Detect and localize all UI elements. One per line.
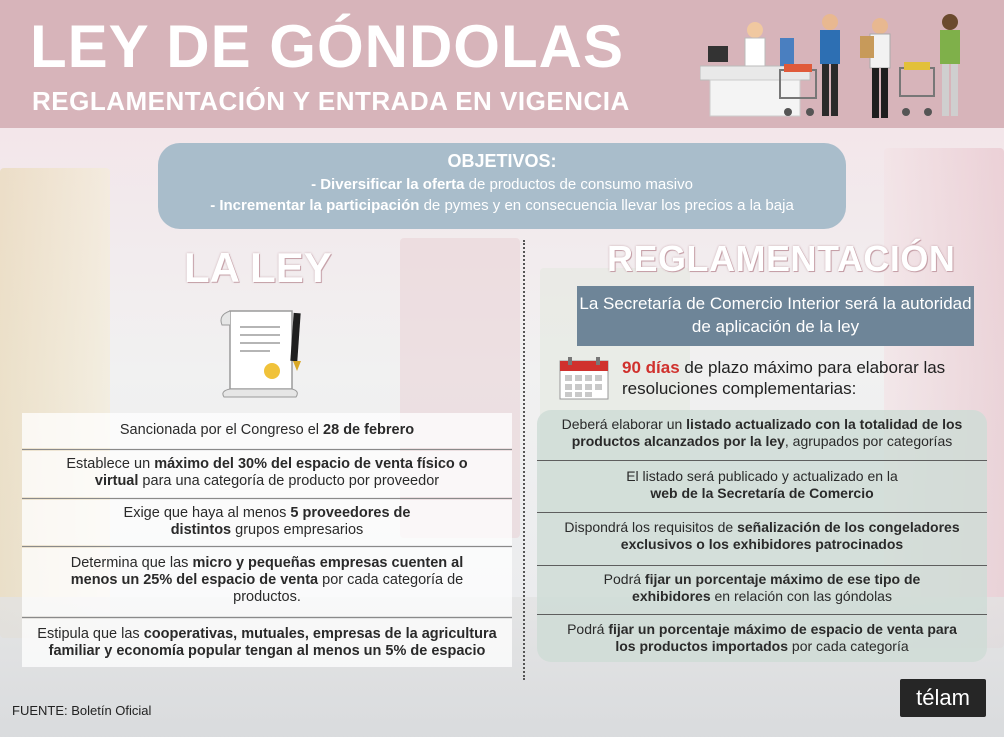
ley-item-5-text: Estipula que las <box>37 626 144 642</box>
reg-item-5-bold: fijar un porcentaje máximo de espacio de venta para los productos importados <box>608 621 957 654</box>
ley-separator-1 <box>22 449 512 450</box>
ley-item-1 <box>22 413 512 448</box>
ley-item-1-text: Sancionada por el Congreso el <box>119 422 324 438</box>
header-banner <box>0 0 1004 128</box>
reg-item-2 <box>537 468 987 502</box>
ley-item-2-text: Establece un <box>66 456 155 472</box>
plazo-text <box>622 357 982 399</box>
authority-box: La Secretaría de Comercio Interior será la autoridad de aplicación de la ley <box>577 286 974 346</box>
ley-item-2-bold: máximo del 30% del espacio de venta físico o virtual <box>94 456 468 489</box>
ley-separator-3 <box>22 546 512 547</box>
reg-item-1-bold: listado actualizado con la totalidad de los productos alcanzados por la ley <box>571 416 963 449</box>
ley-item-1-bold: 28 de febrero <box>323 422 415 438</box>
objective-1-text: de productos de consumo masivo <box>464 176 693 193</box>
ley-item-3-text: Exige que haya al menos <box>123 505 291 521</box>
ley-item-4-text: Determina que las <box>70 555 193 571</box>
reg-item-1 <box>537 416 987 450</box>
reg-separator-1 <box>537 460 987 461</box>
reg-item-2-text: El listado será publicado y actualizado en la <box>626 468 898 484</box>
reg-item-3-bold: señalización de los congeladores exclusivos o los exhibidores patrocinados <box>620 519 960 552</box>
ley-section-title: LA LEY <box>184 244 332 291</box>
ley-item-3-bold: 5 proveedores de distintos <box>170 505 411 538</box>
reg-item-5-text-end: por cada categoría <box>788 638 909 654</box>
ley-item-3 <box>22 500 512 545</box>
reg-item-4-text: Podrá <box>603 571 645 587</box>
document-pen-icon <box>210 303 310 398</box>
reg-item-4-text-end: en relación con las góndolas <box>710 588 892 604</box>
reg-item-5 <box>537 621 987 655</box>
ley-item-2-text-end: para una categoría de producto por proveedor <box>138 473 440 489</box>
ley-item-2 <box>22 451 512 497</box>
ley-item-5 <box>22 619 512 667</box>
reg-separator-3 <box>537 565 987 566</box>
objectives-title: OBJETIVOS: <box>447 151 557 171</box>
objective-2-bold: - Incrementar la participación <box>210 197 420 214</box>
reg-separator-4 <box>537 614 987 615</box>
reg-item-2-bold: web de la Secretaría de Comercio <box>650 485 874 501</box>
ley-item-5-bold: cooperativas, mutuales, empresas de la agricultura familiar y economía popular tengan al menos un 5% de espacio <box>48 626 497 659</box>
reglamentacion-section-title: REGLAMENTACIÓN <box>607 238 956 279</box>
objectives-box <box>158 143 846 229</box>
ley-separator-2 <box>22 498 512 499</box>
reg-item-4-bold: fijar un porcentaje máximo de ese tipo de exhibidores <box>632 571 921 604</box>
reg-separator-2 <box>537 512 987 513</box>
plazo-days: 90 días <box>622 358 680 377</box>
source-note: FUENTE: Boletín Oficial <box>12 703 152 718</box>
column-divider <box>523 240 525 680</box>
reg-item-3 <box>537 519 987 553</box>
calendar-icon <box>558 357 610 401</box>
ley-item-4 <box>22 548 512 616</box>
telam-logo: télam <box>900 679 986 717</box>
objective-2 <box>158 195 846 216</box>
shoppers-illustration <box>700 8 990 124</box>
ley-item-4-text-end: por cada categoría de productos. <box>233 572 464 605</box>
reg-item-4 <box>537 571 987 605</box>
reg-item-1-text: Deberá elaborar un <box>561 416 687 432</box>
page-subtitle: REGLAMENTACIÓN Y ENTRADA EN VIGENCIA <box>32 86 630 116</box>
plazo-description: de plazo máximo para elaborar las resoluciones complementarias: <box>622 358 946 398</box>
reg-item-5-text: Podrá <box>567 621 609 637</box>
ley-separator-4 <box>22 617 512 618</box>
ley-item-3-text-end: grupos empresarios <box>231 522 364 538</box>
ley-item-4-bold: micro y pequeñas empresas cuenten al menos un 25% del espacio de venta <box>70 555 464 588</box>
reg-item-1-text-end: , agrupados por categorías <box>784 433 953 449</box>
objective-1 <box>158 174 846 195</box>
objective-2-text: de pymes y en consecuencia llevar los precios a la baja <box>419 197 794 214</box>
reg-item-3-text: Dispondrá los requisitos de <box>564 519 738 535</box>
objective-1-bold: - Diversificar la oferta <box>311 176 465 193</box>
page-title: LEY DE GÓNDOLAS <box>30 13 624 80</box>
